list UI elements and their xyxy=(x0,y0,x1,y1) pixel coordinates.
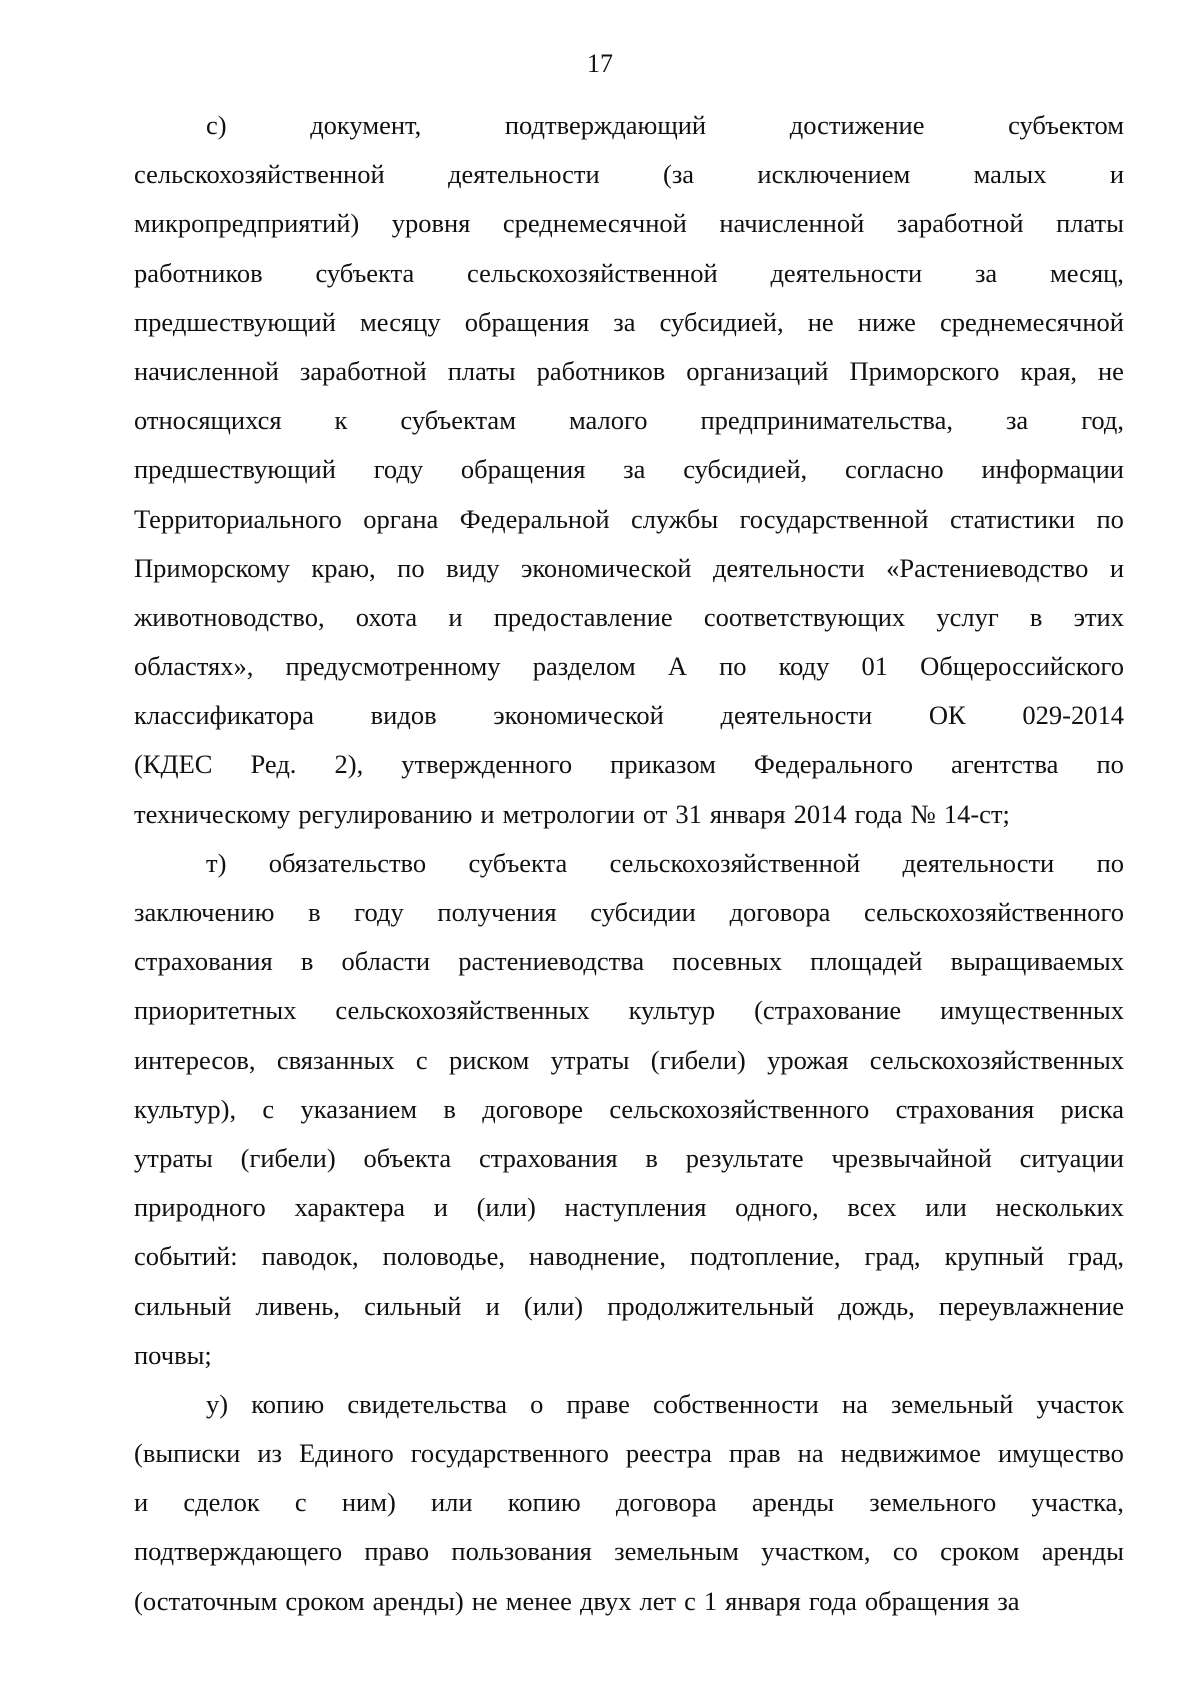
text-line: животноводство, охота и предоставление соответствующих услуг в этих xyxy=(134,601,1124,632)
text-line: областях», предусмотренному разделом А по коду 01 Общероссийского xyxy=(134,651,1124,682)
document-body xyxy=(134,101,1124,1626)
text-line: предшествующий году обращения за субсидией, согласно информации xyxy=(134,454,1124,485)
text-line: сильный ливень, сильный и (или) продолжительный дождь, переувлажнение xyxy=(134,1290,1124,1321)
text-line: культур), с указанием в договоре сельскохозяйственного страхования риска xyxy=(134,1093,1124,1124)
page-number: 17 xyxy=(587,49,613,78)
text-line: предшествующий месяцу обращения за субсидией, не ниже среднемесячной xyxy=(134,306,1124,337)
text-line: с) документ, подтверждающий достижение субъектом xyxy=(206,110,1124,140)
text-line: интересов, связанных с риском утраты (гибели) урожая сельскохозяйственных xyxy=(134,1044,1124,1075)
text-line: природного характера и (или) наступления одного, всех или нескольких xyxy=(134,1192,1124,1223)
text-line: Приморскому краю, по виду экономической деятельности «Растениеводство и xyxy=(134,552,1124,583)
text-line: сельскохозяйственной деятельности (за исключением малых и xyxy=(134,159,1124,190)
paragraph-s xyxy=(134,101,1124,839)
text-line: подтверждающего право пользования земельным участком, со сроком аренды xyxy=(134,1536,1124,1567)
text-line: страхования в области растениеводства посевных площадей выращиваемых xyxy=(134,946,1124,977)
text-line: Территориального органа Федеральной службы государственной статистики по xyxy=(134,503,1124,534)
text-line: относящихся к субъектам малого предпринимательства, за год, xyxy=(134,405,1124,436)
paragraph-t xyxy=(134,839,1124,1380)
text-line: (остаточным сроком аренды) не менее двух лет с 1 января года обращения за xyxy=(134,1585,1020,1616)
text-line: (КДЕС Ред. 2), утвержденного приказом Федерального агентства по xyxy=(134,749,1124,780)
text-line: (выписки из Единого государственного реестра прав на недвижимое имущество xyxy=(134,1438,1124,1469)
text-line: микропредприятий) уровня среднемесячной начисленной заработной платы xyxy=(134,208,1124,239)
text-line: почвы; xyxy=(134,1339,212,1370)
paragraph-u xyxy=(134,1380,1124,1626)
text-line: событий: паводок, половодье, наводнение, подтопление, град, крупный град, xyxy=(134,1241,1124,1272)
text-line: заключению в году получения субсидии договора сельскохозяйственного xyxy=(134,897,1124,927)
text-line: классификатора видов экономической деятельности ОК 029-2014 xyxy=(134,700,1124,731)
text-line: начисленной заработной платы работников организаций Приморского края, не xyxy=(134,355,1124,386)
text-line: работников субъекта сельскохозяйственной деятельности за месяц, xyxy=(134,257,1124,288)
text-line: техническому регулированию и метрологии от 31 января 2014 года № 14-ст; xyxy=(134,798,1010,829)
text-line: приоритетных сельскохозяйственных культур (страхование имущественных xyxy=(134,995,1124,1026)
text-line: и сделок с ним) или копию договора аренды земельного участка, xyxy=(134,1487,1124,1518)
text-line: у) копию свидетельства о праве собственности на земельный участок xyxy=(206,1388,1124,1419)
text-line: т) обязательство субъекта сельскохозяйственной деятельности по xyxy=(206,847,1124,878)
text-line: утраты (гибели) объекта страхования в результате чрезвычайной ситуации xyxy=(134,1142,1124,1173)
